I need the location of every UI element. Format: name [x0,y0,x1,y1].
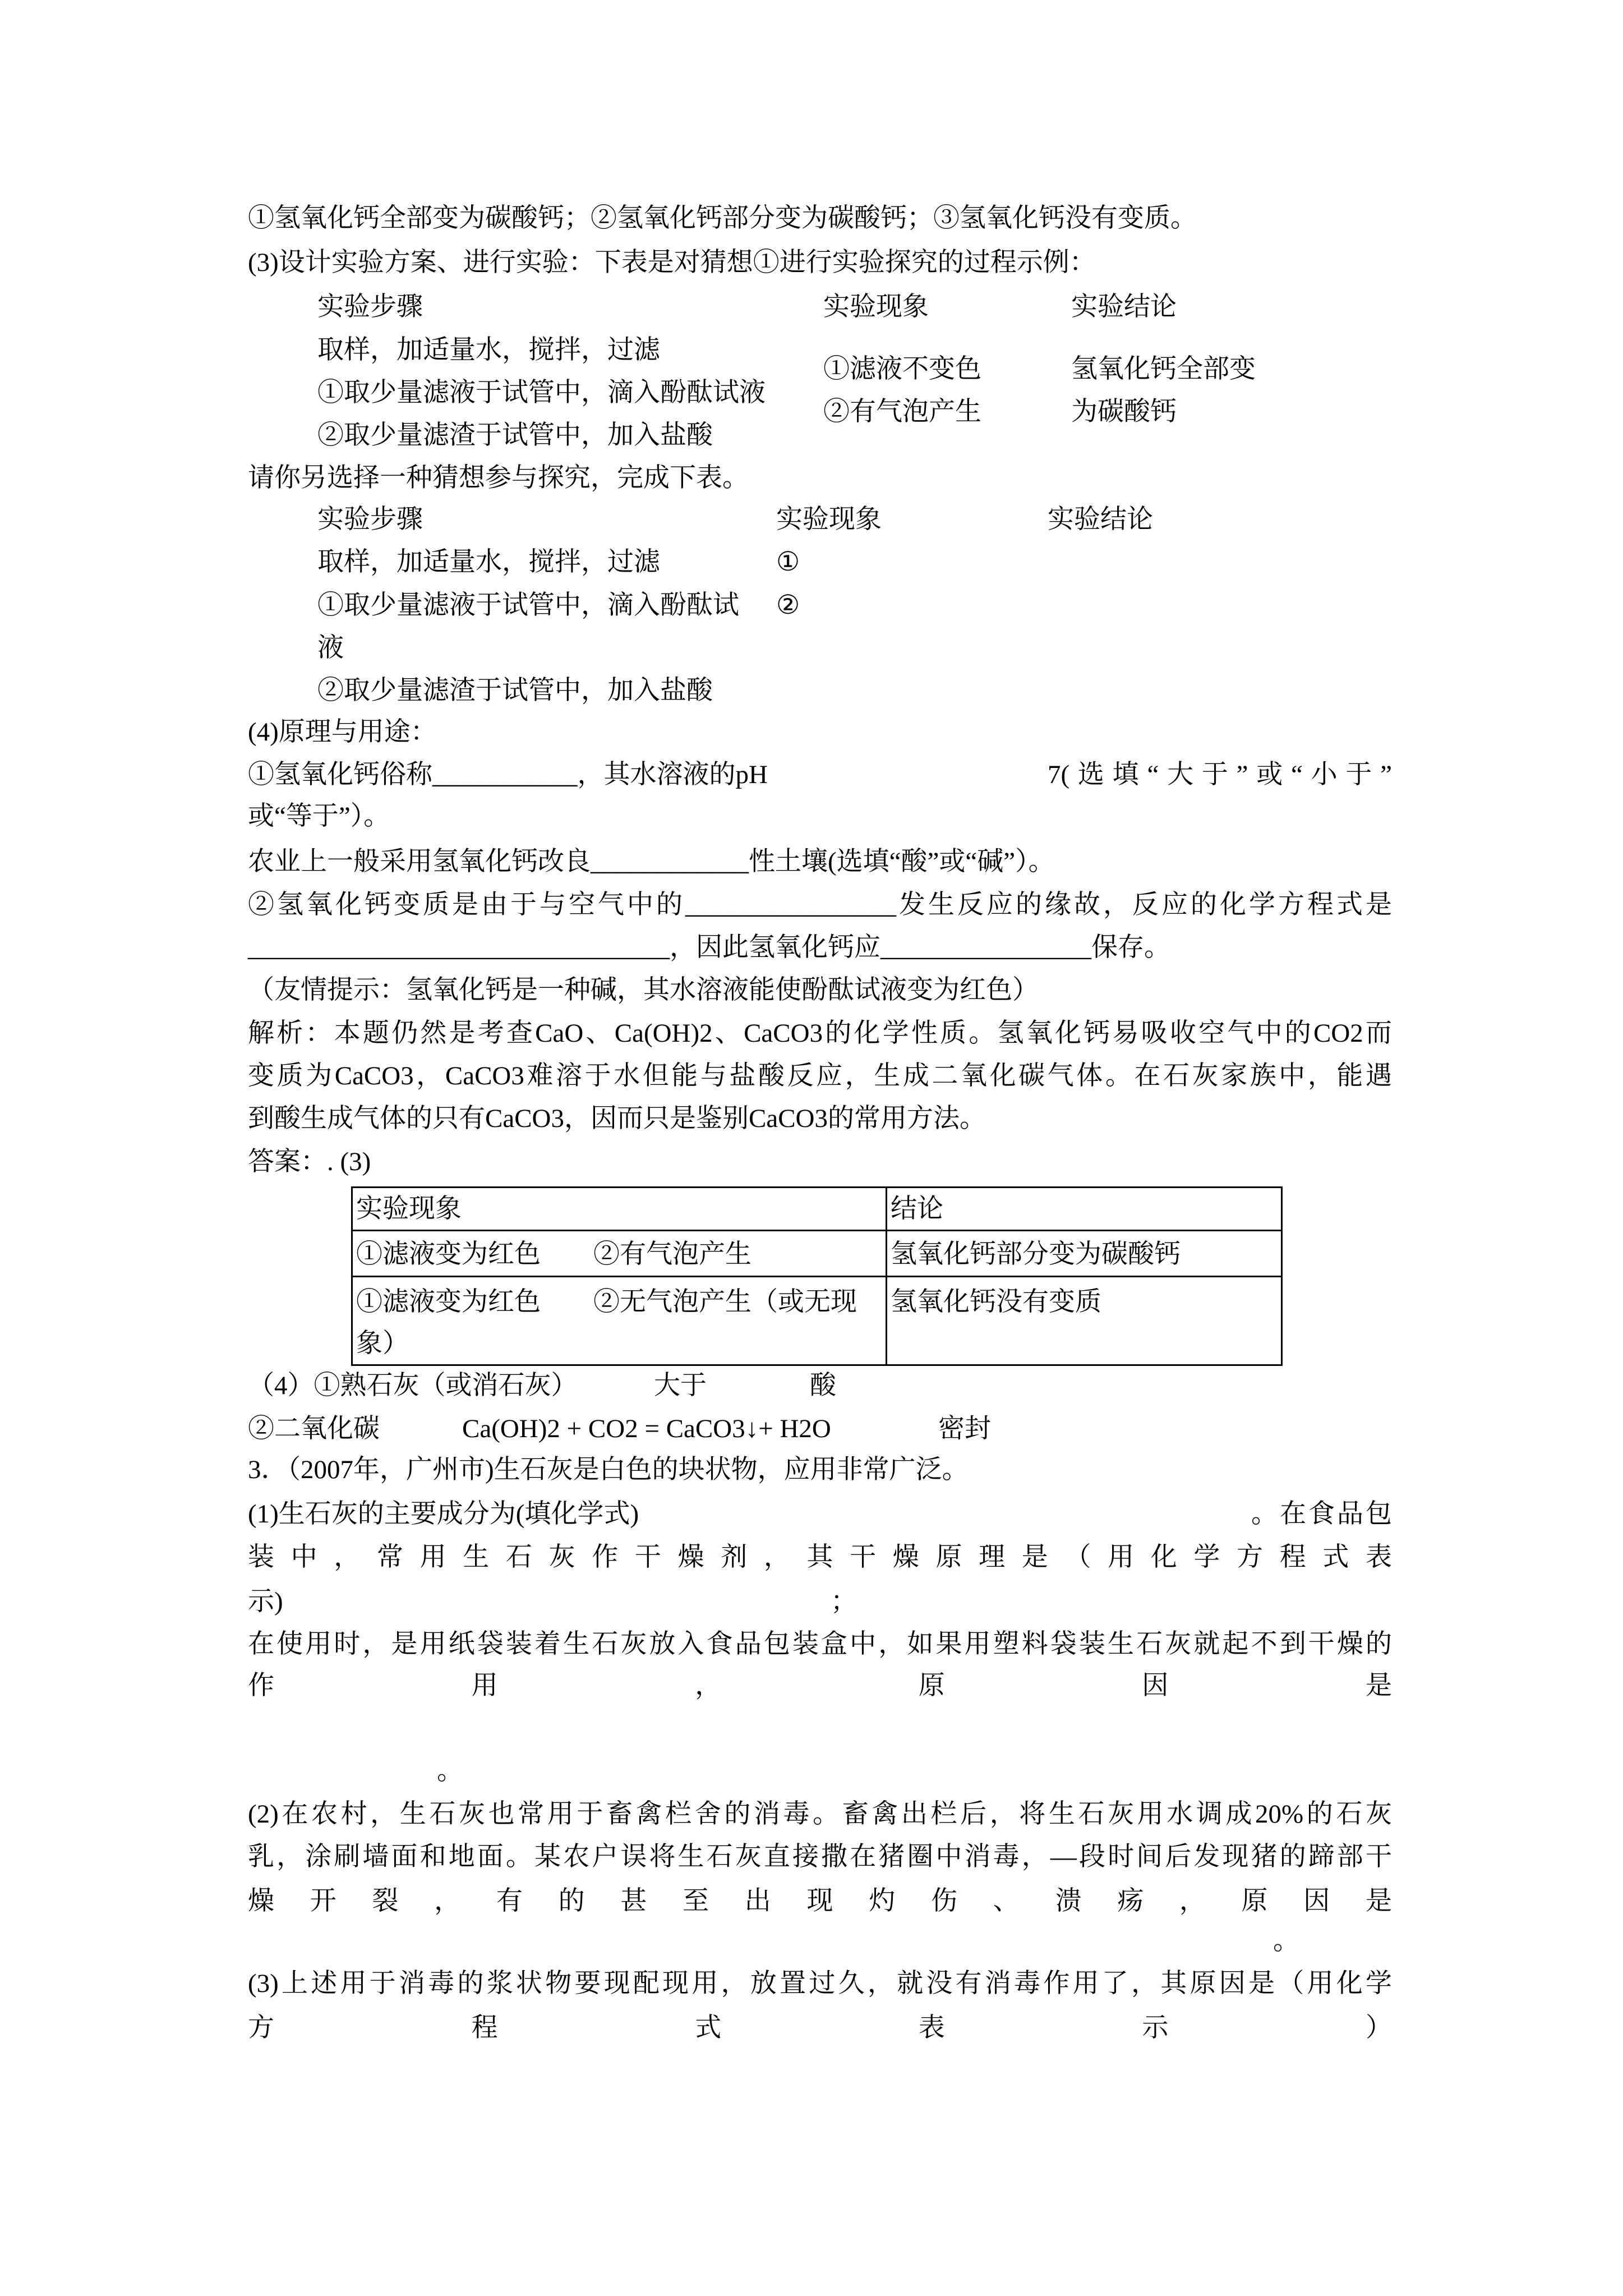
hypotheses-line: ①氢氧化钙全部变为碳酸钙；②氢氧化钙部分变为碳酸钙；③氢氧化钙没有变质。 [248,204,1197,233]
question3-stem: 3．（2007年，广州市)生石灰是白色的块状物，应用非常广泛。 [248,1455,969,1484]
answer-table-header-phenomenon: 实验现象 [352,1188,887,1231]
blank-phenomenon-1: ① [776,547,800,577]
blank-header-steps: 实验步骤 [317,505,423,534]
example-conclusion: 氢氧化钙全部变为碳酸钙 [1071,355,1256,426]
answer-table-header-row [352,1188,1282,1231]
phenomenon-part-a: ①滤液变为红色 [356,1287,541,1317]
question3-part2-line-3: 燥开裂，有的甚至出现灼伤、溃疡，原因是 [248,1887,1392,1916]
part4-q1-continuation: 或“等于”）。 [248,802,390,831]
blank-header-conclusion: 实验结论 [1048,505,1153,534]
question3-part1-end: 。 [437,1756,463,1786]
part3-intro: (3)设计实验方案、进行实验：下表是对猜想①进行实验探究的过程示例： [248,248,1096,277]
example-header-steps: 实验步骤 [317,292,423,321]
blank-phenomenon-2: ② [776,591,800,620]
answer-part4-line-1-c: 酸 [810,1371,836,1400]
part4-q1-left: ①氢氧化钙俗称___________，其水溶液的pH [248,760,768,789]
answer-part4-line-1-a: （4）①熟石灰（或消石灰） [248,1371,578,1400]
answer-table-header-conclusion: 结论 [887,1188,1282,1231]
part4-q1-agriculture: 农业上一般采用氢氧化钙改良____________性土壤(选填“酸”或“碱”）。 [248,847,1055,876]
analysis-line-1: 解析：本题仍然是考查CaO、Ca(OH)2、CaCO3的化学性质。氢氧化钙易吸收空气中的CO2而 [248,1019,1392,1048]
example-step-3: ②取少量滤渣于试管中，加入盐酸 [317,421,713,450]
answer-label: 答案：. (3) [248,1147,371,1176]
blank-step-1: 取样，加适量水，搅拌，过滤 [317,547,660,577]
analysis-line-3: 到酸生成气体的只有CaCO3，因而只是鉴别CaCO3的常用方法。 [248,1104,986,1133]
answer-part4-equation: Ca(OH)2 + CO2 = CaCO3↓+ H2O [462,1414,831,1443]
question3-part1-left: (1)生石灰的主要成分为(填化学式) [248,1499,639,1529]
analysis-line-2: 变质为CaCO3，CaCO3难溶于水但能与盐酸反应，生成二氧化碳气体。在石灰家族中，能遇 [248,1061,1392,1091]
example-header-phenomena: 实验现象 [823,292,929,321]
table-row [352,1231,1282,1277]
question3-part1-right: 。在食品包 [1251,1499,1392,1529]
part4-q2-line-1: ②氢氧化钙变质是由于与空气中的________________发生反应的缘故，反应的化学方程式是 [248,890,1392,919]
answer-table [351,1186,1283,1366]
question3-part1-line-5: 作用，原因是 [248,1671,1392,1700]
example-phenomenon-1: ①滤液不变色 [823,355,981,384]
part4-heading: (4)原理与用途： [248,717,437,747]
question3-part2-end: 。 [1273,1926,1299,1955]
phenomenon-part-b: ②无气泡产生（或无现象） [356,1287,857,1358]
answer-table-cell-phenomenon [352,1231,887,1277]
question3-part1-line-3-left: 示) [248,1587,283,1616]
question3-part1-line-2: 装中，常用生石灰作干燥剂，其干燥原理是（用化学方程式表 [248,1543,1392,1572]
part4-q1-right: 7(选填“大于”或“小于” [1048,760,1392,789]
hint-line: （友情提示：氢氧化钙是一种碱，其水溶液能使酚酞试液变为红色） [248,976,1039,1005]
answer-part4-line-1-b: 大于 [654,1371,707,1400]
table-row [352,1277,1282,1365]
answer-part4-line-2-c: 密封 [938,1414,991,1443]
example-step-2: ①取少量滤液于试管中，滴入酚酞试液 [317,378,766,407]
question3-part1-line-3-right: ； [831,1587,857,1616]
question3-part3-line-2: 方程式表示） [248,2013,1392,2042]
part4-q2-line-2: ________________________________，因此氢氧化钙应________________保存。 [248,933,1170,962]
choose-prompt: 请你另选择一种猜想参与探究，完成下表。 [248,463,749,493]
answer-table-cell-phenomenon [352,1277,887,1365]
question3-part3-line-1: (3)上述用于消毒的浆状物要现配现用，放置过久，就没有消毒作用了，其原因是（用化学 [248,1969,1392,1998]
question3-part2-line-2: 乳，涂刷墙面和地面。某农户误将生石灰直接撒在猪圈中消毒，—段时间后发现猪的蹄部干 [248,1842,1392,1871]
phenomenon-part-b: ②有气泡产生 [593,1240,751,1269]
blank-header-phenomena: 实验现象 [776,505,882,534]
example-step-1: 取样，加适量水，搅拌，过滤 [317,335,660,365]
blank-step-2: ①取少量滤液于试管中，滴入酚酞试液 [317,591,739,662]
answer-part4-line-2-a: ②二氧化碳 [248,1414,380,1443]
question3-part1-line-4: 在使用时，是用纸袋装着生石灰放入食品包装盒中，如果用塑料袋装生石灰就起不到干燥的 [248,1630,1392,1659]
example-phenomenon-2: ②有气泡产生 [823,397,981,426]
example-header-conclusion: 实验结论 [1071,292,1177,321]
question3-part2-line-1: (2)在农村，生石灰也常用于畜禽栏舍的消毒。畜禽出栏后，将生石灰用水调成20%的石灰 [248,1800,1392,1829]
phenomenon-part-a: ①滤液变为红色 [356,1240,541,1269]
answer-table-cell-conclusion: 氢氧化钙部分变为碳酸钙 [887,1231,1282,1277]
blank-step-3: ②取少量滤渣于试管中，加入盐酸 [317,676,713,705]
answer-table-cell-conclusion: 氢氧化钙没有变质 [887,1277,1282,1365]
